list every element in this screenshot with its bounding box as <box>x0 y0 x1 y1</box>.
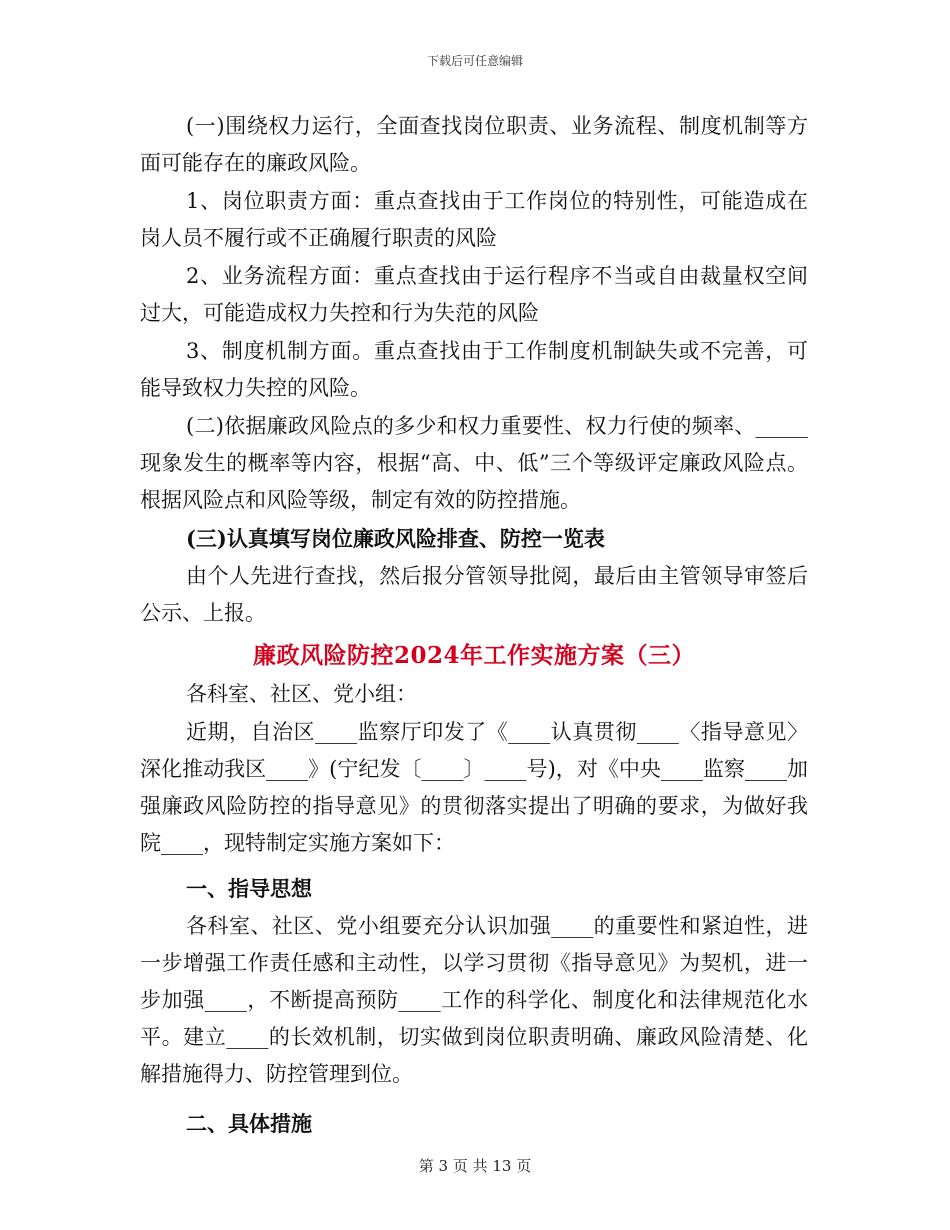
section-title: 廉政风险防控2024年工作实施方案（三） <box>252 642 695 669</box>
paragraph-fill-table: (三)认真填写岗位廉政风险排查、防控一览表 <box>186 526 605 551</box>
paragraph-business-process: 2、业务流程方面：重点查找由于运行程序不当或自由裁量权空间过大，可能造成权力失控和行为失范的风险 <box>140 264 808 325</box>
heading-guiding-ideology: 一、指导思想 <box>186 876 312 901</box>
paragraph-guiding-ideology: 各科室、社区、党小组要充分认识加强____的重要性和紧迫性，进一步增强工作责任感和主动性，以学习贯彻《指导意见》为契机，进一步加强____，不断提高预防____工作的科学化、制度化和法律规范化水平。建立____的长效机制，切实做到岗位职责明确、廉政风险清楚、化解措施得力、防控管理到位。 <box>140 914 808 1086</box>
paragraph-risk-rating: (二)依据廉政风险点的多少和权力重要性、权力行使的频率、_____现象发生的概率等内容，根据“高、中、低”三个等级评定廉政风险点。根据风险点和风险等级，制定有效的防控措施。 <box>140 414 808 512</box>
paragraph-post-duty: 1、岗位职责方面：重点查找由于工作岗位的特别性，可能造成在岗人员不履行或不正确履行职责的风险 <box>140 189 808 250</box>
heading-specific-measures: 二、具体措施 <box>186 1111 312 1136</box>
paragraph-scope: (一)围绕权力运行，全面查找岗位职责、业务流程、制度机制等方面可能存在的廉政风险。 <box>140 114 808 175</box>
document-body <box>140 108 808 1142</box>
page-header-note: 下载后可任意编辑 <box>426 54 523 68</box>
salutation: 各科室、社区、党小组： <box>186 682 417 706</box>
page-number: 第 3 页 共 13 页 <box>418 1157 532 1175</box>
paragraph-system-mechanism: 3、制度机制方面。重点查找由于工作制度机制缺失或不完善，可能导致权力失控的风险。 <box>140 339 808 400</box>
paragraph-review-process: 由个人先进行查找，然后报分管领导批阅，最后由主管领导审签后公示、上报。 <box>140 564 808 625</box>
paragraph-intro: 近期，自治区____监察厅印发了《____认真贯彻____〈指导意见〉深化推动我区____》(宁纪发〔____〕____号)，对《中央____监察____加强廉政风险防控的指导意见》的贯彻落实提出了明确的要求，为做好我院____，现特制定实施方案如下： <box>140 720 808 855</box>
